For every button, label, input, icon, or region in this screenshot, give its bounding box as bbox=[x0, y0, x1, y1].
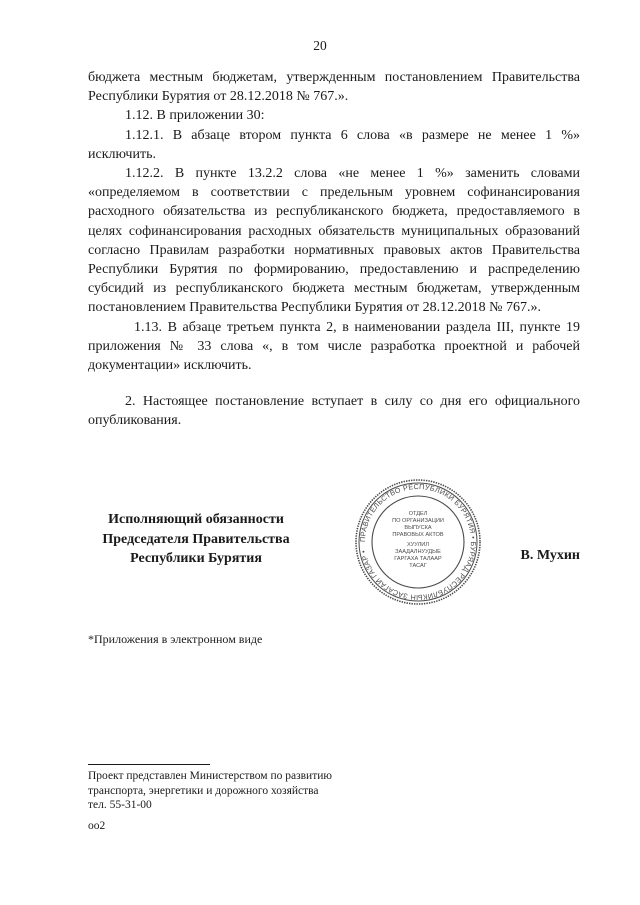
signatory-title-line: Республики Бурятия bbox=[130, 551, 262, 566]
seal-ring-text: ПРАВИТЕЛЬСТВО РЕСПУБЛИКИ БУРЯТИЯ • БУРЯАД РЕСПУБЛИКЫН ЗАСАГАЙ ГАЗАР • bbox=[357, 481, 479, 603]
document-code: оо2 bbox=[88, 820, 106, 832]
seal-text-line: ЗААДАЛНУУДЫЕ bbox=[395, 549, 441, 555]
signatory-title bbox=[88, 510, 304, 569]
signatory-title-line: Председателя Правительства bbox=[102, 531, 290, 547]
signature-block bbox=[88, 481, 580, 603]
seal-text-line: ГАРГАХА ТАЛААР bbox=[394, 556, 442, 562]
official-seal bbox=[354, 478, 482, 606]
seal-text-line: ПРАВОВЫХ АКТОВ bbox=[392, 532, 444, 538]
document-body bbox=[88, 68, 580, 431]
paragraph-1-13: 1.13. В абзаце третьем пункта 2, в наименовании раздела III, пункте 19 приложения № 33 слова «, в том числе разработка проектной и рабочей документации» исключить. bbox=[88, 319, 580, 374]
footnote-line: Проект представлен Министерством по развитию bbox=[88, 770, 332, 782]
paragraph-1-12: 1.12. В приложении 30: bbox=[125, 108, 265, 124]
footnote bbox=[88, 769, 332, 813]
paragraph-1-12-1: 1.12.1. В абзаце втором пункта 6 слова «в размере не менее 1 %» исключить. bbox=[88, 127, 580, 162]
footnote-divider bbox=[88, 764, 210, 765]
footnote-line: транспорта, энергетики и дорожного хозяйства bbox=[88, 784, 319, 797]
signatory-name: В. Мухин bbox=[520, 548, 580, 563]
attachments-note: *Приложения в электронном виде bbox=[88, 632, 263, 646]
seal-text-line: ОТДЕЛ bbox=[408, 511, 428, 517]
seal-text-line: ВЫПУСКА bbox=[404, 525, 432, 531]
seal-text-line: ХУУЛИЛ bbox=[406, 542, 430, 548]
seal-text-line: ПО ОРГАНИЗАЦИИ bbox=[392, 518, 444, 524]
signatory-title-line: Исполняющий обязанности bbox=[108, 512, 284, 527]
seal-text-line: ТАСАГ bbox=[409, 563, 427, 569]
footnote-line: тел. 55-31-00 bbox=[88, 799, 152, 811]
page-number: 20 bbox=[313, 38, 327, 53]
paragraph-1-12-2: 1.12.2. В пункте 13.2.2 слова «не менее 1 %» заменить словами «определяемом в соответствии с предельным уровнем софинансирования расходного обязательства из республиканского бюджета, предоставляемого в целях софинансирования расходных обязательств муниципальных образований согласно Правилам разработки нормативных правовых актов Правительства Республики Бурятия по формированию, предоставлению и распределению субсидий из республиканского бюджета местным бюджетам, утвержденным постановлением Правительства Республики Бурятия от 28.12.2018 № 767.». bbox=[88, 166, 580, 316]
paragraph-2: 2. Настоящее постановление вступает в силу со дня его официального опубликования. bbox=[88, 394, 580, 429]
paragraph-continuation: бюджета местным бюджетам, утвержденным постановлением Правительства Республики Бурятия от 28.12.2018 № 767.». bbox=[88, 70, 580, 105]
